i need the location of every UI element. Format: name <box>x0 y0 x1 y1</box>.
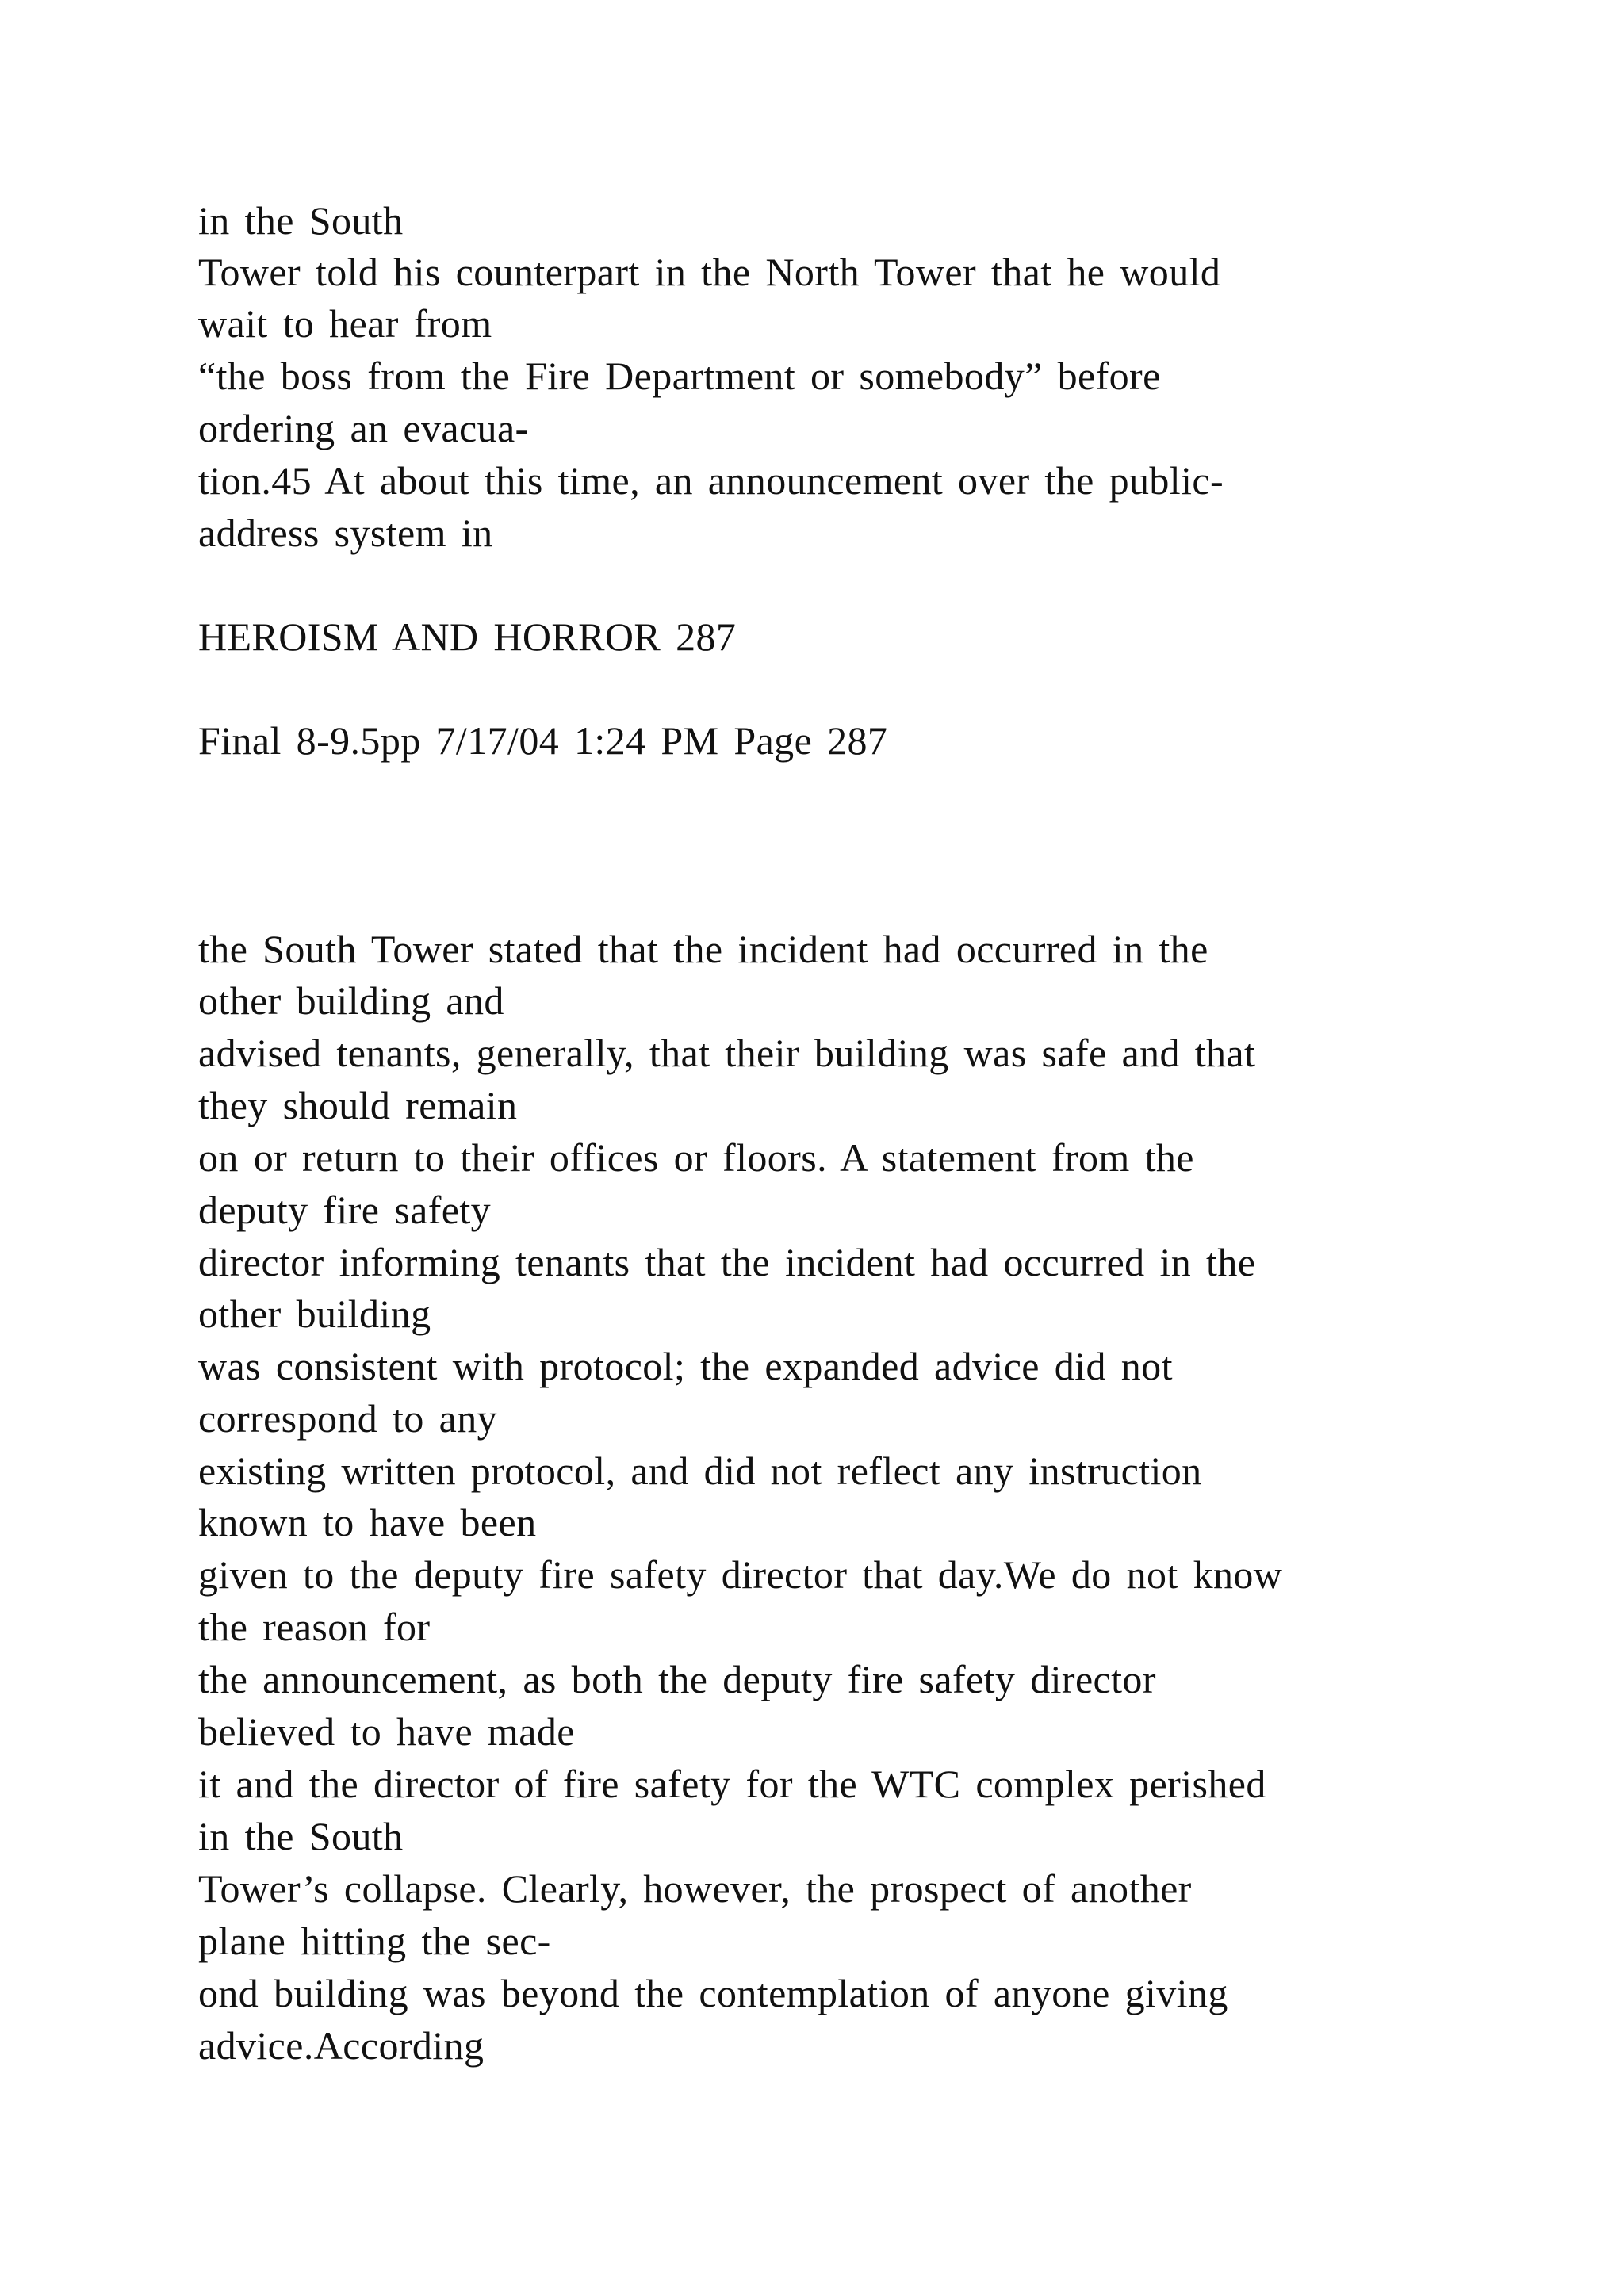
text-line: in the South <box>198 1814 404 1858</box>
text-line: correspond to any <box>198 1396 498 1441</box>
running-head: HEROISM AND HORROR 287 <box>198 614 737 659</box>
text-line: the announcement, as both the deputy fire safety director <box>198 1657 1156 1701</box>
text-line: existing written protocol, and did not reflect any instruction <box>198 1448 1202 1493</box>
text-line: ordering an evacua- <box>198 406 529 450</box>
text-line: wait to hear from <box>198 301 492 346</box>
text-line: deputy fire safety <box>198 1188 492 1232</box>
text-line: in the South <box>198 198 404 243</box>
text-line: director informing tenants that the incident had occurred in the <box>198 1240 1256 1284</box>
text-line: Tower told his counterpart in the North Tower that he would <box>198 250 1221 294</box>
text-line: advised tenants, generally, that their building was safe and that <box>198 1031 1256 1075</box>
text-line: tion.45 At about this time, an announcement over the public- <box>198 458 1224 503</box>
text-line: it and the director of fire safety for the WTC complex perished <box>198 1762 1266 1806</box>
text-line: plane hitting the sec- <box>198 1919 551 1963</box>
text-line: other building <box>198 1292 431 1336</box>
text-line: given to the deputy fire safety director that day.We do not know <box>198 1552 1283 1597</box>
page-slug: Final 8-9.5pp 7/17/04 1:24 PM Page 287 <box>198 718 888 763</box>
text-line: Tower’s collapse. Clearly, however, the prospect of another <box>198 1866 1192 1911</box>
text-line: ond building was beyond the contemplation of anyone giving <box>198 1971 1228 2015</box>
text-line: other building and <box>198 978 504 1023</box>
text-line: the South Tower stated that the incident had occurred in the <box>198 927 1208 971</box>
text-line: address system in <box>198 511 493 555</box>
text-line: known to have been <box>198 1500 537 1544</box>
text-line: was consistent with protocol; the expanded advice did not <box>198 1344 1173 1388</box>
text-line: on or return to their offices or floors. A statement from the <box>198 1135 1194 1180</box>
text-line: believed to have made <box>198 1709 575 1754</box>
text-line: the reason for <box>198 1605 431 1649</box>
text-line: advice.According <box>198 2023 485 2068</box>
text-line: they should remain <box>198 1083 518 1127</box>
text-line: “the boss from the Fire Department or somebody” before <box>198 354 1161 398</box>
